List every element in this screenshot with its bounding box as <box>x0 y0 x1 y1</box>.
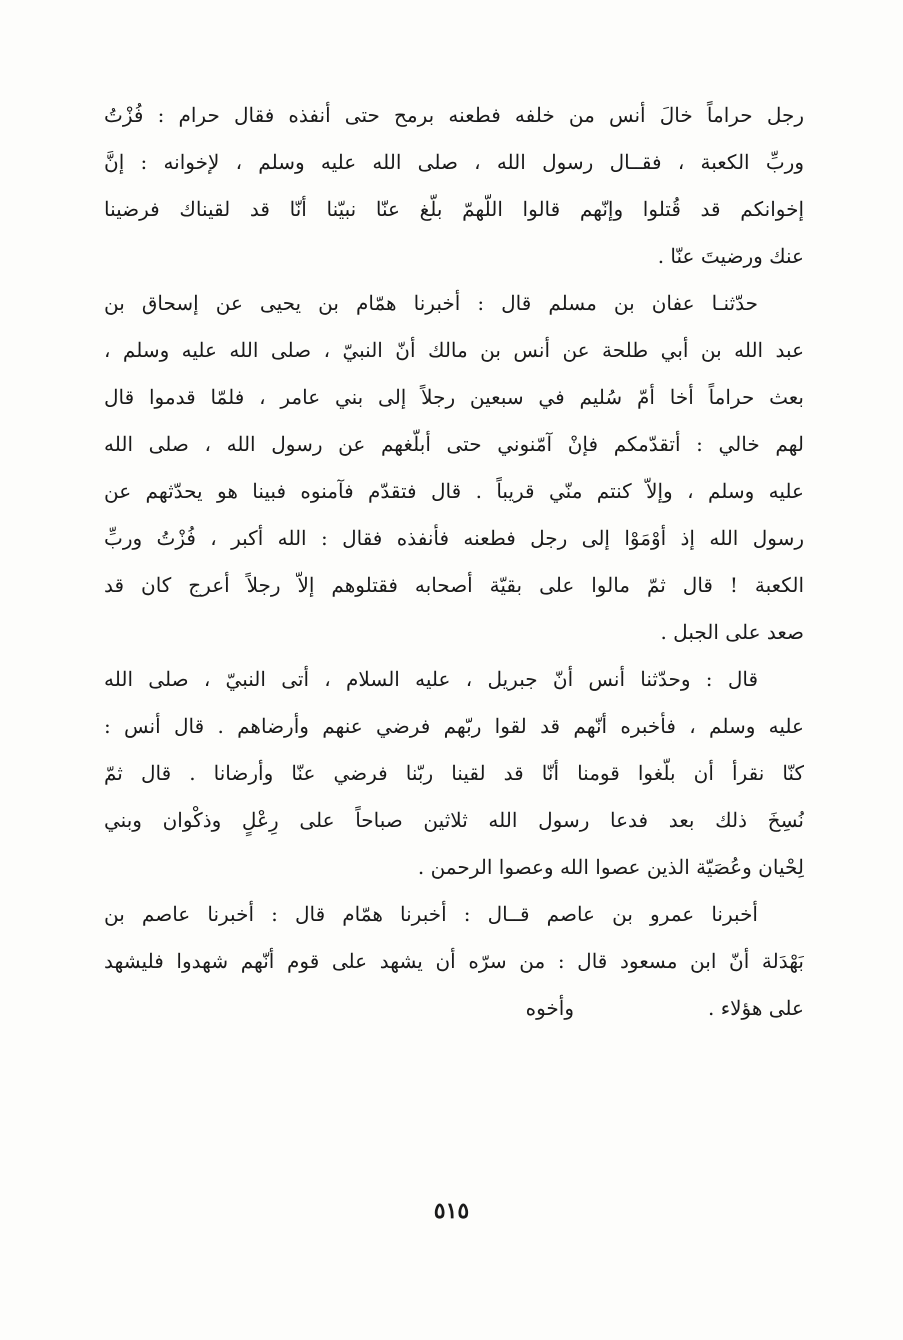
paragraph-1 <box>104 92 804 280</box>
page-body-text <box>104 92 804 1032</box>
text-line: صعد على الجبل . <box>660 620 804 644</box>
paragraph-3 <box>104 656 804 891</box>
final-line-text: على هؤلاء . <box>708 996 804 1020</box>
text-line: بَهْدَلة أنّ ابن مسعود قال : من سرّه أن يشهد على قوم أنّهم شهدوا فليشهد <box>104 949 804 973</box>
text-line: عنك ورضيتَ عنّا . <box>657 244 804 268</box>
text-line: رسول الله إذ أوْمَوْا إلى رجل فطعنه فأنفذه فقال : الله أكبر ، فُزْتُ وربِّ <box>104 526 804 550</box>
page-number: ٥١٥ <box>433 1198 470 1224</box>
paragraph-2 <box>104 280 804 656</box>
text-line: لهم خالي : أتقدّمكم فإنْ آمّنوني حتى أبلّغهم عن رسول الله ، صلى الله <box>104 432 804 456</box>
text-line: عليه وسلم ، وإلاّ كنتم منّي قريباً . قال فتقدّم فآمنوه فبينا هو يحدّثهم عن <box>104 479 804 503</box>
text-line: عليه وسلم ، فأخبره أنّهم قد لقوا ربّهم فرضي عنهم وأرضاهم . قال أنس : <box>104 714 804 738</box>
text-line: عبد الله بن أبي طلحة عن أنس بن مالك أنّ النبيّ ، صلى الله عليه وسلم ، <box>104 338 804 362</box>
text-line: نُسِخَ ذلك بعد فدعا رسول الله ثلاثين صباحاً على رِعْلٍ وذكْوان وبني <box>104 808 804 832</box>
text-line: إخوانكم قد قُتلوا وإنّهم قالوا اللّهمّ بلّغ عنّا نبيّنا أنّا قد لقيناك فرضينا <box>104 197 804 221</box>
text-line: بعث حراماً أخا أمّ سُليم في سبعين رجلاً إلى بني عامر ، فلمّا قدموا قال <box>104 385 804 409</box>
text-line: كنّا نقرأ أن بلّغوا قومنا أنّا قد لقينا ربّنا فرضي عنّا وأرضانا . قال ثمّ <box>104 761 804 785</box>
text-line: أخبرنا عمرو بن عاصم قــال : أخبرنا همّام قال : أخبرنا عاصم بن <box>104 902 758 926</box>
text-line: حدّثنـا عفان بن مسلم قال : أخبرنا همّام بن يحيى عن إسحاق بن <box>104 291 758 315</box>
text-line: وربِّ الكعبة ، فقــال رسول الله ، صلى الله عليه وسلم ، لإخوانه : إنَّ <box>104 150 804 174</box>
text-line: لِحْيان وعُصَيّة الذين عصوا الله وعصوا الرحمن . <box>417 855 804 879</box>
final-line <box>104 985 804 1032</box>
paragraph-4 <box>104 891 804 1032</box>
text-line: قال : وحدّثنا أنس أنّ جبريل ، عليه السلام ، أتى النبيّ ، صلى الله <box>104 667 758 691</box>
text-line: الكعبة ! قال ثمّ مالوا على بقيّة أصحابه فقتلوهم إلاّ رجلاً أعرج كان قد <box>104 573 804 597</box>
text-line: رجل حراماً خالَ أنس من خلفه فطعنه برمح حتى أنفذه فقال حرام : فُزْتُ <box>104 103 804 127</box>
final-line-trailing-word: وأخوه <box>525 996 574 1020</box>
